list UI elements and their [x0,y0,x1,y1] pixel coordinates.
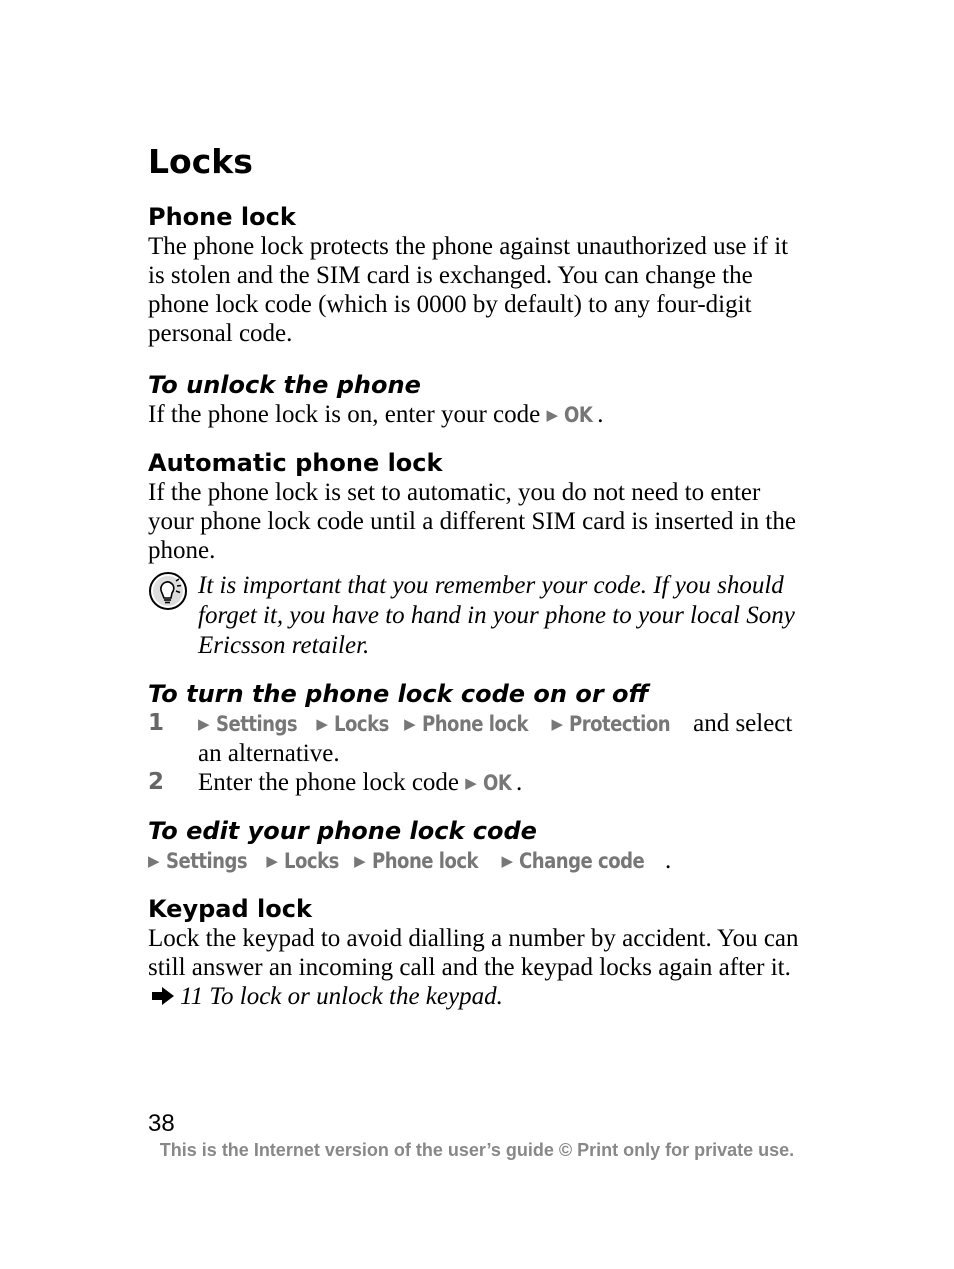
lightbulb-tip-icon [148,571,188,611]
menu-path [198,710,687,737]
menu-arrow-icon: ▶ [404,715,416,733]
turn-on-off-heading: To turn the phone lock code on or off [148,680,649,708]
cross-reference-arrow-icon [150,986,176,1006]
menu-arrow-icon: ▶ [148,852,160,870]
page-content [148,140,808,1011]
edit-code-heading: To edit your phone lock code [148,817,537,845]
keypad-lock-heading: Keypad lock [148,895,312,923]
page-title: Locks [148,142,253,181]
menu-ok: OK [564,403,593,427]
menu-locks: Locks [284,849,339,873]
phone-lock-body: The phone lock protects the phone against unauthorized use if it is stolen and the SIM card is exchanged. You can change the phone lock code (which is 0000 by default) to any four-digit personal code. [148,233,789,347]
menu-arrow-icon: ▶ [316,715,328,733]
page-number: 38 [148,1110,175,1137]
menu-locks: Locks [334,712,389,736]
menu-change-code: Change code [519,849,645,873]
menu-ok: OK [483,771,512,795]
menu-arrow-icon: ▶ [465,774,477,792]
step-2 [148,768,808,798]
step-number: 1 [148,710,165,736]
menu-phone-lock: Phone lock [421,712,529,736]
tip-note [148,571,808,661]
menu-arrow-icon: ▶ [551,715,564,733]
auto-lock-body: If the phone lock is set to automatic, you do not need to enter your phone lock code until a different SIM card is inserted in the phone. [148,479,796,564]
menu-arrow-icon: ▶ [546,406,559,424]
menu-settings: Settings [165,849,247,873]
auto-lock-heading: Automatic phone lock [148,449,443,477]
unlock-text: If the phone lock is on, enter your code [148,401,541,428]
menu-arrow-icon: ▶ [354,852,366,870]
keypad-lock-body: Lock the keypad to avoid dialling a number by accident. You can still answer an incoming call and the keypad locks again after it.11 To lock or unlock the keypad. [148,925,799,1010]
footer-note: This is the Internet version of the user’s guide © Print only for private use. [159,1140,795,1160]
cross-reference-link[interactable]: 11 To lock or unlock the keypad [180,983,497,1010]
menu-settings: Settings [215,712,297,736]
step-2-text: Enter the phone lock code ▶ OK . [198,769,523,796]
menu-arrow-icon: ▶ [266,852,278,870]
tip-text: It is important that you remember your code. If you should forget it, you have to hand in your phone to your local Sony Ericsson retailer. [198,572,795,659]
menu-arrow-icon: ▶ [501,852,514,870]
step-1-text: ▶ Settings ▶ Locks ▶ Phone lock ▶ Protection and select an alternative. [198,710,793,767]
unlock-instruction: If the phone lock is on, enter your code ▶ OK . [148,401,604,428]
edit-code-path: ▶ Settings ▶ Locks ▶ Phone lock ▶ Change code . [148,847,672,874]
step-1 [148,709,808,768]
unlock-heading: To unlock the phone [148,371,421,399]
menu-protection: Protection [569,712,671,736]
menu-phone-lock: Phone lock [371,849,479,873]
menu-arrow-icon: ▶ [198,715,210,733]
step-number: 2 [148,769,165,795]
phone-lock-heading: Phone lock [148,203,296,231]
